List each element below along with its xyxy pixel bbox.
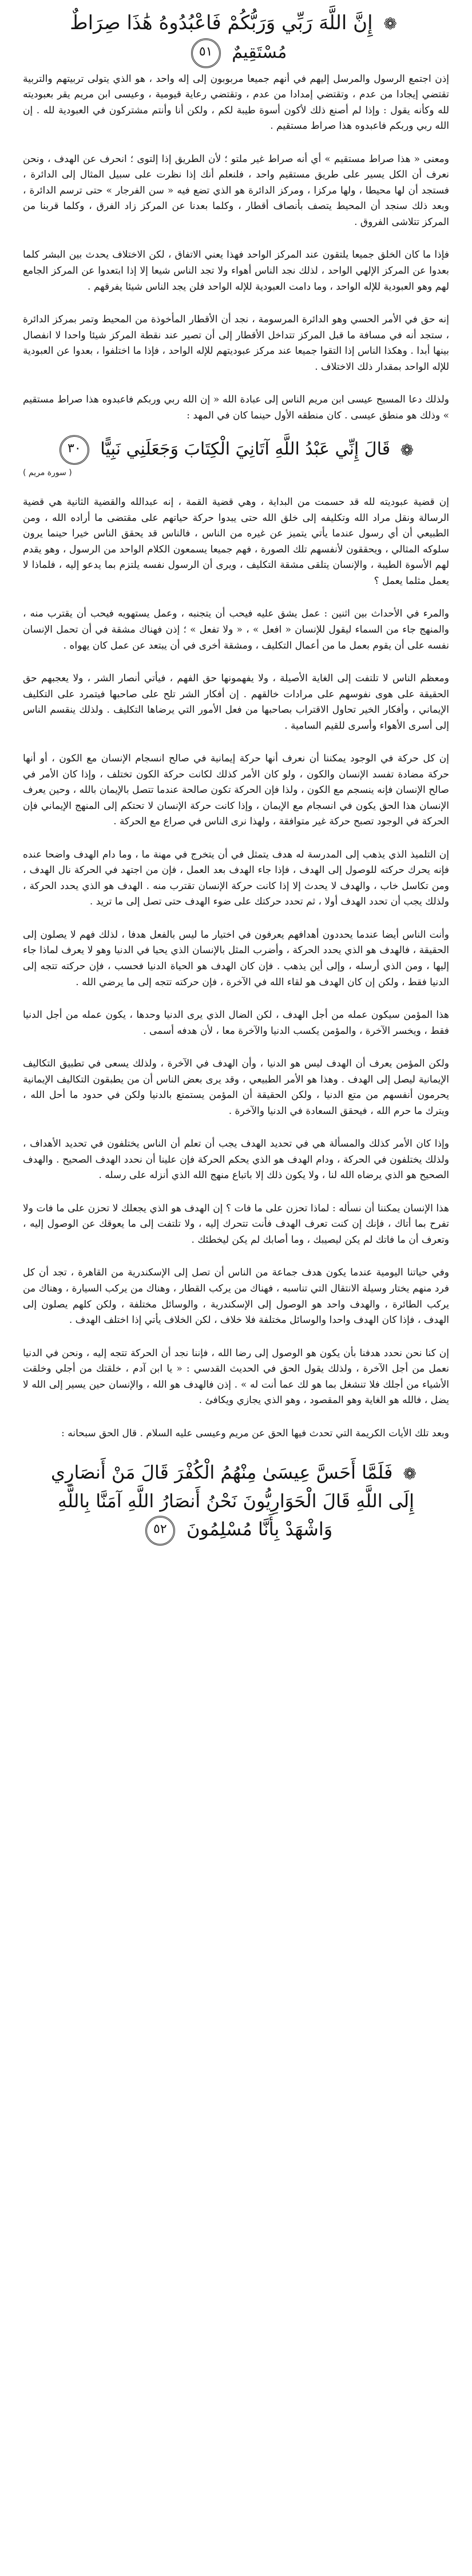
paragraph-9: إن كل حركة في الوجود يمكننا أن نعرف أنها حركة إيمانية في صالح انسجام الإنسان مع الكون ، أو أنها حركة مضادة تفسد الإنسان والكون ، ولو كان الأمر كذلك لكانت حركة الكون تختلف ، وإذا كان الأمر في صالح الإنسان فإنه ينسجم مع الكون ، ولذا فإن الحركة تكون صالحة عندما تتصل بالإيمان بالله ، وحين يعرف الإنسان هذا الحق يكون في انسجام مع الإيمان ، وإذا كانت حركة الإنسان لا تحتكم إلى المنهج الإيماني فإن الحركة في الوجود تصبح حركة غير متوافقة ، ولهذا نرى الناس في صراع مع الحركة .	[23, 753, 449, 828]
paragraph-17: إن كنا نحن نحدد هدفنا بأن يكون هو الوصول إلى رضا الله ، فإننا نجد أن الحركة تتجه إليه ، ونحن في الدنيا نعمل من أجل الآخرة ، ولذلك يقول الحق في الحديث القدسي : « يا ابن آدم ، خلقتك من أجلي وخلقت الأشياء من أجلك فلا تنشغل بما هو لك عما أنت له » . إذن فالهدف هو الله ، والإنسان حين يسير إلى الله لا يضل ، فالله هو الغاية وهو المقصود ، وهو الذي يجازي ويكافئ .	[23, 1347, 449, 1406]
final-verse-line-1: فَلَمَّا أَحَسَّ عِيسَىٰ مِنْهُمُ الْكُفْرَ قَالَ مَنْ أَنصَارِي	[50, 1461, 393, 1484]
paragraph-1: إذن اجتمع الرسول والمرسل إليهم في أنهم جميعا مربوبون إلى إله واحد ، هو الذي يتولى تربيتهم والتربية تقتضي إيجادا من عدم ، وتقتضي إمدادا من عدم ، وتقتضي رعاية قيومية ، وعيسى ابن مريم يقر بعبوديته لله وكأنه يقول : وإذا لم أصنع ذلك لأكون أسوة طيبة لكم ، ولكن أنا وأنتم مشتركون في العبودية لله . إن الله ربي وربكم فاعبدوه هذا صراط مستقيم .	[23, 73, 449, 132]
quote-ayah-number: ٣٠	[60, 435, 89, 465]
paragraph-7: والمرء في الأحداث بين اثنين : عمل يشق عليه فيحب أن يتجنبه ، وعمل يستهويه فيحب أن يقترب منه ، والمنهج جاء من السماء ليقول للإنسان « افعل » ، « ولا تفعل » ؛ إذن فهناك مشقة في أن تحمل الإنسان نفسه على أن يقوم بعمل ما من أعمال التكليف ، ومشقة أخرى في أن يبتعد عن عمل كان يهواه .	[23, 608, 449, 651]
paragraph-10: إن التلميذ الذي يذهب إلى المدرسة له هدف يتمثل في أن يتخرج في مهنة ما ، وما دام الهدف واضحا عنده فإنه يحرك حركته للوصول إلى الهدف ، فإذا جاء الهدف بعد العمل ، فإن من اجتهد في الحركة نال الهدف ، ومن تكاسل خاب ، والهدف لا يحدث إلا إذا كانت حركة الإنسان تقترب منه . الهدف هو الذي يحدد الحركة ، ولذلك يجب أن تحدد الهدف أولا ، ثم تحدد حركتك على ضوء الهدف حتى تصل إلى ما تريد .	[23, 848, 449, 908]
ornament-icon: ❁	[403, 1464, 417, 1484]
quote-text: قَالَ إِنِّي عَبْدُ اللَّهِ آتَانِيَ الْكِتَابَ وَجَعَلَنِي نَبِيًّا	[100, 439, 391, 460]
paragraph-14: وإذا كان الأمر كذلك والمسألة هي في تحديد الهدف يجب أن تعلم أن الناس يختلفون في تحديد الأهداف ، ولذلك يختلفون في الحركة ، ودام الهدف هو الذي يحكم الحركة فإن علينا أن نحدد الهدف الصحيح . والهدف الصحيح هو الذي يرضاه الله لنا ، ولا يكون ذلك إلا باتباع منهج الله الذي أنزله على رسله .	[23, 1138, 449, 1182]
ornament-icon: ❁	[400, 440, 414, 460]
paragraph-4: إنه حق في الأمر الحسي وهو الدائرة المرسومة ، نجد أن الأقطار المأخوذة من المحيط وتمر بمركز الدائرة ، ستجد أنه في مسافة ما قبل المركز تتداخل الأقطار إلى أن تصير عند نقطة المركز شيئا واحدا لا انفصال بينها أبدا . وهكذا الناس إذا التقوا جميعا عند مركز عبوديتهم للإله الواحد ، فإذا ما اختلفوا ، بعدوا عن العبودية للإله الواحد بمقدار ذلك الاختلاف .	[23, 314, 449, 373]
paragraph-3: فإذا ما كان الخلق جميعا يلتقون عند المركز الواحد فهذا يعني الاتفاق ، لكن الاختلاف يحدث بين البشر كلما بعدوا عن المركز الإلهي الواحد ، لذلك نجد الناس أهواء ولا تجد الناس شيعا إلا إذا ابتعدوا عن المركز الجامع لهم وهو العبودية للإله الواحد ، وما دامت العبودية للإله الواحد فلن يجد الناس شيئا يفرقهم .	[23, 249, 449, 293]
paragraph-6: إن قضية عبوديته لله قد حسمت من البداية ، وهي قضية القمة ، إنه عبدالله والقضية الثانية هي قضية الرسالة ونقل مراد الله وتكليفه إلى خلق الله حتى يبدوا حركة حياتهم على مقتضى ما أراده الله ، ومن الطبيعي أن أي رسول عندما يأتي يتميز عن غيره من الناس ، فالناس قد يحقق الناس خيرا حينما يرون سلوكه المثالي ، ويحققون لأنفسهم تلك الصورة ، فهم جميعا يسمعون الكلام الواحد من الرسول ، وهو يقدم لهم الأسوة الطيبة ، والإنسان يتلقى مشقة التكليف ، ويرى أن الرسول نفسه يلتزم بما يدعو إليه ، فلماذا لا يعمل مثلما يعمل ؟	[23, 496, 449, 587]
final-verse-line-2: إِلَى اللَّهِ قَالَ الْحَوَارِيُّونَ نَحْنُ أَنصَارُ اللَّهِ آمَنَّا بِاللَّهِ	[57, 1490, 415, 1512]
paragraph-8: ومعظم الناس لا تلتفت إلى الغاية الأصيلة ، ولا يفهمونها حق الفهم ، فيأتي أنصار الشر ، ولا يعجبهم حق الحقيقة على هوى نفوسهم على مرادات خالقهم . إن أفكار الشر تلح على صاحبها فيتمرد على التكليف الإيماني ، وأفكار الخير تحاول الاقتراب بصاحبها من فعل الأمور التي يرضاها التكليف . ولذلك ينقسم الناس إلى أسرى الأهواء وأسرى للقيم السامية .	[23, 673, 449, 732]
final-verse-line-3: وَاشْهَدْ بِأَنَّا مُسْلِمُونَ	[187, 1518, 333, 1540]
paragraph-12: هذا المؤمن سيكون عمله من أجل الهدف ، لكن الضال الذي يرى الدنيا وحدها ، يكون عمله من أجل الدنيا فقط ، ويخسر الآخرة ، والمؤمن يكسب الدنيا والآخرة معا ، لأن هدفه أسمى .	[23, 1009, 449, 1037]
paragraph-16: وفي حياتنا اليومية عندما يكون هدف جماعة من الناس أن تصل إلى الإسكندرية من القاهرة ، تجد أن كل فرد منهم يختار وسيلة الانتقال التي تناسبه ، فهناك من يركب القطار ، وهناك من يركب السيارة ، وهناك من يركب الطائرة ، والهدف واحد هو الوصول إلى الإسكندرية ، والوسائل مختلفة ، ولكن كلهم يصلون إلى الهدف ، فإذا كان الهدف واحدا والوسائل مختلفة فلا خلاف ، لكن الخلاف يأتي إذا اختلف الهدف .	[23, 1267, 449, 1326]
sura-reference: ( سورة مريم )	[23, 468, 72, 478]
paragraph-5: ولذلك دعا المسيح عيسى ابن مريم الناس إلى عبادة الله « إن الله ربي وربكم فاعبدوه هذا صراط مستقيم » وذلك هو منطق عيسى . كان منطقه الأول حينما كان في المهد :	[23, 394, 449, 421]
quote-verse	[23, 435, 449, 465]
verse-header	[23, 0, 449, 72]
verse-top-line-2: مُسْتَقِيمٌ	[232, 42, 287, 62]
paragraph-13: ولكن المؤمن يعرف أن الهدف ليس هو الدنيا ، وأن الهدف في الآخرة ، ولذلك يسعى في تطبيق التكاليف الإيمانية ليصل إلى الهدف . وهذا هو الأمر الطبيعي ، وقد يرى بعض الناس أن من يطبقون التكاليف الإيمانية يحرمون أنفسهم من متع الدنيا ، ولكن الحقيقة أن المؤمن يستمتع بالدنيا ولكن في حدود ما أحل الله ، ويترك ما حرم الله ، فيحقق السعادة في الدنيا والآخرة .	[23, 1058, 449, 1117]
verse-top-line-1: إِنَّ اللَّهَ رَبِّي وَرَبُّكُمْ فَاعْبُدُوهُ هَٰذَا صِرَاطٌ	[70, 11, 373, 34]
paragraph-15: هذا الإنسان يمكننا أن نسأله : لماذا تحزن على ما فات ؟ إن الهدف هو الذي يجعلك لا تحزن على ما فات ولا تفرح بما أتاك ، فإنك إن كنت تعرف الهدف فأنت تتحرك إليه ، ولا تلتفت إلى ما يعوقك عن الوصول إليه ، وتعرف أن ما فاتك لم يكن ليصيبك ، وما أصابك لم يكن ليخطئك .	[23, 1202, 449, 1246]
paragraph-11: وأنت الناس أيضا عندما يحددون أهدافهم يعرفون في اختيار ما ليس بالفعل هدفا ، لذلك فهم لا يصلون إلى الحقيقة ، فالهدف هو الذي يحدد الحركة ، وأضرب المثل بالإنسان الذي يحيا في الدنيا وهو لا يعرف لماذا جاء إليها ، ومن الذي أرسله ، وإلى أين يذهب . فإن كان الهدف هو الحياة الدنيا فحسب ، فإن حركته تتجه إلى الدنيا فقط ، ولكن إن كان الهدف هو لقاء الله في الآخرة ، فإن حركته تتجه إلى ما يرضي الله .	[23, 929, 449, 988]
final-verse	[23, 1459, 449, 1546]
paragraph-18: وبعد تلك الأيات الكريمة التي تحدث فيها الحق عن مريم وعيسى عليه السلام . قال الحق سبحانه :	[61, 1427, 449, 1439]
ornament-icon: ❁	[383, 14, 398, 34]
final-ayah-number: ٥٢	[145, 1516, 175, 1546]
paragraph-2: ومعنى « هذا صراط مستقيم » أي أنه صراط غير ملتو ؛ لأن الطريق إذا إلتوى ؛ انحرف عن الهدف ، ونحن نعرف أن الكل يسير على طريق مستقيم واحد ، فلنعلم أنك إذا نظرت على سبيل المثال إلى الدائرة ، فستجد أن لها محيطا ، ولها مركزا ، ومركز الدائرة هو الذي تضع فيه « سن الفرجار » حتى ترسم الدائرة ، وبعد ذلك سنجد أن المحيط يتصف بأنصاف أقطار ، وكلما بعدنا عن المركز زاد الفرق ، وكلما قربنا من المركز تتلاشى الفروق .	[23, 153, 449, 228]
ayah-number-badge: ٥١	[191, 38, 221, 68]
